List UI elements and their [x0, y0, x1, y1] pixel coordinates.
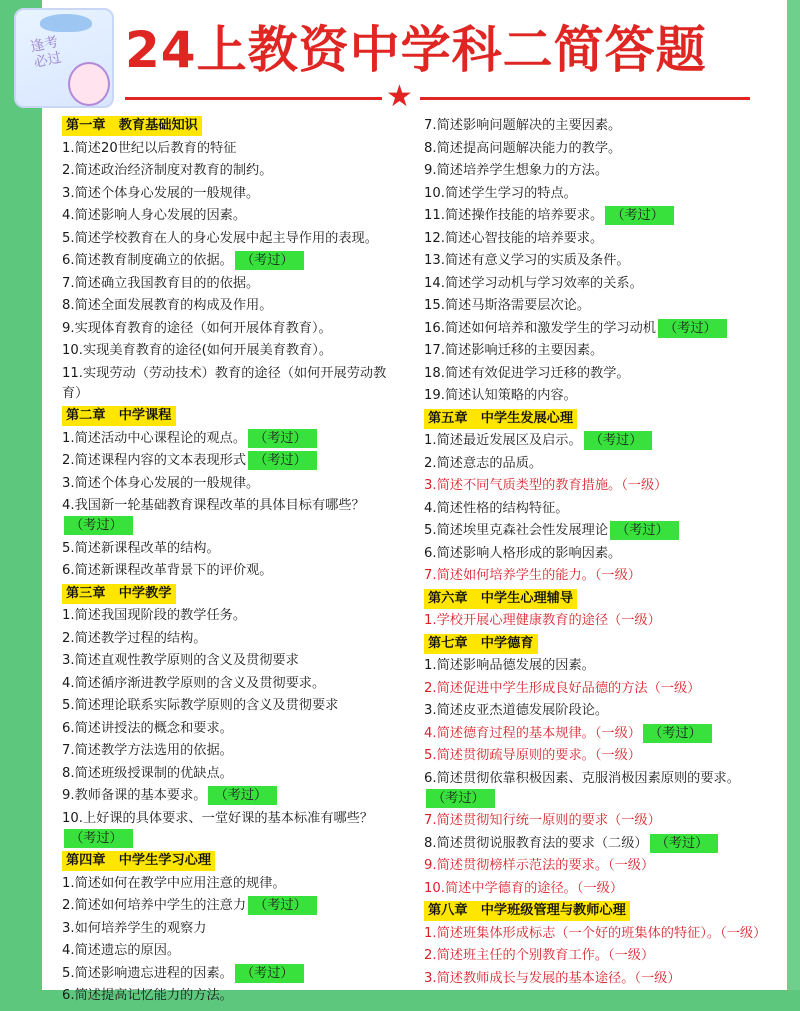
question-text: 5.简述贯彻疏导原则的要求。	[424, 748, 595, 763]
level-note: （一级）	[621, 478, 668, 493]
level-note: （一级）	[647, 680, 701, 696]
tested-badge: （考过）	[208, 786, 277, 805]
question-text: 3.简述皮亚杰道德发展阶段论。	[424, 703, 609, 718]
question-text: 1.简述活动中心课程论的观点。	[62, 430, 247, 446]
tested-badge: （考过）	[605, 206, 674, 225]
question-text: 4.简述遗忘的原因。	[62, 943, 181, 958]
question-item	[62, 296, 402, 316]
tested-badge: （考过）	[658, 319, 727, 338]
level-note: （一级）	[608, 948, 655, 963]
question-text: 6.简述影响人格形成的影响因素。	[424, 545, 622, 561]
question-text: 1.学校开展心理健康教育的途径	[424, 613, 609, 628]
cartoon-girl-icon	[68, 62, 110, 106]
question-item	[424, 701, 769, 721]
question-item	[424, 656, 769, 676]
question-item	[424, 206, 769, 226]
question-text: 10.上好课的具体要求、一堂好课的基本标准有哪些？	[62, 810, 374, 826]
title-divider-left	[125, 97, 382, 100]
question-item	[424, 946, 769, 966]
question-item	[62, 319, 402, 339]
question-text: 10.实现美育教育的途径(如何开展美育教育）。	[62, 343, 333, 358]
question-text: 11.简述操作技能的培养要求。	[424, 208, 604, 223]
question-item	[62, 964, 402, 984]
question-item	[62, 606, 402, 626]
question-item	[62, 764, 402, 784]
question-item	[62, 251, 402, 271]
question-text: 16.简述如何培养和激发学生的学习动机	[424, 320, 656, 336]
question-item	[424, 116, 769, 136]
question-text: 9.简述培养学生想象力的方法。	[424, 163, 609, 178]
question-item	[424, 499, 769, 519]
question-text: 10.简述学生学习的特点。	[424, 185, 577, 201]
star-icon: ★	[386, 79, 413, 114]
question-item	[424, 679, 769, 699]
question-text: 6.简述贯彻依靠积极因素、克服消极因素原则的要求。	[424, 770, 740, 786]
question-item	[424, 454, 769, 474]
question-text: 1.简述影响品德发展的因素。	[424, 658, 595, 673]
question-item	[62, 451, 402, 471]
level-note: （一级）	[594, 748, 641, 763]
question-text: 1.简述班集体形成标志（一个好的班集体的特征）。	[424, 925, 721, 941]
question-item	[424, 139, 769, 159]
question-item	[62, 674, 402, 694]
chapter-heading: 第三章 中学教学	[62, 584, 176, 604]
question-text: 3.简述教师成长与发展的基本途径。	[424, 970, 635, 986]
question-text: 5.简述理论联系实际教学原则的含义及贯彻要求	[62, 698, 339, 713]
question-item	[62, 741, 402, 761]
question-item	[424, 746, 769, 766]
question-text: 4.简述德育过程的基本规律。	[424, 725, 595, 741]
question-list-left	[62, 116, 402, 1006]
chapter-heading: 第五章 中学生发展心理	[424, 409, 577, 429]
question-text: 7.简述贯彻知行统一原则的要求	[424, 813, 609, 828]
chapter-heading: 第二章 中学课程	[62, 406, 176, 426]
question-item	[62, 941, 402, 961]
question-text: 7.简述影响问题解决的主要因素。	[424, 118, 622, 133]
question-item	[62, 719, 402, 739]
question-text: 5.简述新课程改革的结构。	[62, 540, 220, 556]
question-text: 6.简述教育制度确立的依据。	[62, 253, 233, 268]
question-item	[62, 896, 402, 916]
question-item	[424, 229, 769, 249]
question-text: 9.简述贯彻榜样示范法的要求。	[424, 858, 609, 873]
question-item	[62, 809, 402, 849]
chapter-heading: 第六章 中学生心理辅导	[424, 589, 577, 609]
tested-badge: （考过）	[643, 724, 712, 743]
level-note: （一级）	[608, 858, 655, 873]
question-text: 3.简述直观性教学原则的含义及贯彻要求	[62, 653, 299, 668]
question-text: 11.实现劳动（劳动技术）教育的途径（如何开展劳动教育）	[62, 365, 387, 401]
question-item	[424, 364, 769, 384]
question-text: 7.简述确立我国教育目的的依据。	[62, 275, 260, 291]
logo-badge	[14, 8, 114, 108]
question-item	[62, 919, 402, 939]
level-note: （一级）	[720, 925, 767, 941]
question-item	[62, 139, 402, 159]
chapter-heading: 第八章 中学班级管理与教师心理	[424, 901, 630, 921]
level-note: （一级）	[608, 613, 661, 628]
tested-badge: （考过）	[426, 789, 495, 808]
question-text: 12.简述心智技能的培养要求。	[424, 230, 604, 246]
tested-badge: （考过）	[64, 829, 133, 848]
page-title: 24上教资中学科二简答题	[125, 21, 707, 79]
level-note: （一级）	[608, 813, 661, 828]
level-note: （一级）	[594, 725, 641, 741]
question-text: 6.简述讲授法的概念和要求。	[62, 720, 233, 736]
question-item	[424, 251, 769, 271]
question-item	[62, 474, 402, 494]
level-note: （一级）	[576, 880, 624, 896]
question-text: 10.简述中学德育的途径。	[424, 880, 577, 896]
question-text: 2.简述班主任的个别教育工作。	[424, 948, 609, 963]
question-item	[424, 856, 769, 876]
question-text: 2.简述如何培养中学生的注意力	[62, 898, 247, 913]
logo-seal-text: 逢考必过	[29, 34, 64, 72]
question-text: 2.简述教学过程的结构。	[62, 630, 207, 646]
question-text: 9.实现体育教育的途径（如何开展体育教育）。	[62, 320, 332, 336]
question-text: 6.简述新课程改革背景下的评价观。	[62, 563, 273, 578]
question-item	[62, 341, 402, 361]
question-item	[424, 924, 769, 944]
question-item	[62, 651, 402, 671]
left-column	[62, 116, 402, 1009]
question-text: 8.简述贯彻说服教育法的要求（二级）	[424, 835, 648, 851]
question-text: 7.简述如何培养学生的能力。	[424, 568, 595, 583]
question-item	[62, 364, 402, 404]
question-text: 8.简述全面发展教育的构成及作用。	[62, 298, 273, 313]
question-item	[424, 386, 769, 406]
question-item	[424, 879, 769, 899]
question-text: 6.简述提高记忆能力的方法。	[62, 988, 233, 1003]
question-item	[424, 769, 769, 809]
question-text: 2.简述意志的品质。	[424, 455, 543, 471]
tested-badge: （考过）	[584, 431, 653, 450]
question-text: 1.简述我国现阶段的教学任务。	[62, 608, 247, 623]
chapter-heading: 第一章 教育基础知识	[62, 116, 202, 136]
question-text: 8.简述提高问题解决能力的教学。	[424, 140, 622, 156]
question-text: 1.简述20世纪以后教育的特征	[62, 140, 237, 156]
question-item	[424, 969, 769, 989]
question-text: 7.简述教学方法选用的依据。	[62, 743, 233, 758]
question-text: 1.简述如何在教学中应用注意的规律。	[62, 875, 286, 891]
question-item	[424, 319, 769, 339]
question-item	[62, 986, 402, 1006]
tested-badge: （考过）	[248, 896, 317, 915]
question-item	[62, 161, 402, 181]
tested-badge: （考过）	[610, 521, 679, 540]
question-item	[424, 811, 769, 831]
question-text: 2.简述促进中学生形成良好品德的方法	[424, 680, 648, 696]
level-note: （一级）	[634, 970, 681, 986]
question-item	[424, 521, 769, 541]
tested-badge: （考过）	[235, 251, 304, 270]
question-text: 1.简述最近发展区及启示。	[424, 433, 582, 448]
bow-icon	[40, 14, 92, 32]
question-item	[424, 834, 769, 854]
question-item	[424, 544, 769, 564]
question-text: 19.简述认知策略的内容。	[424, 388, 577, 403]
question-text: 2.简述课程内容的文本表现形式	[62, 453, 247, 468]
question-text: 17.简述影响迁移的主要因素。	[424, 343, 604, 358]
question-text: 14.简述学习动机与学习效率的关系。	[424, 275, 643, 291]
question-text: 13.简述有意义学习的实质及条件。	[424, 253, 630, 268]
question-text: 5.简述埃里克森社会性发展理论	[424, 523, 609, 538]
question-item	[424, 724, 769, 744]
question-text: 8.简述班级授课制的优缺点。	[62, 765, 233, 781]
question-item	[62, 184, 402, 204]
tested-badge: （考过）	[235, 964, 304, 983]
tested-badge: （考过）	[248, 451, 317, 470]
chapter-heading: 第四章 中学生学习心理	[62, 851, 215, 871]
question-item	[424, 431, 769, 451]
question-item	[424, 184, 769, 204]
tested-badge: （考过）	[248, 429, 317, 448]
question-text: 2.简述政治经济制度对教育的制约。	[62, 163, 273, 178]
question-item	[62, 786, 402, 806]
question-text: 5.简述影响遗忘进程的因素。	[62, 965, 233, 981]
question-item	[424, 341, 769, 361]
question-text: 9.教师备课的基本要求。	[62, 788, 207, 803]
level-note: （一级）	[594, 568, 641, 583]
question-item	[62, 229, 402, 249]
question-text: 18.简述有效促进学习迁移的教学。	[424, 365, 630, 381]
question-text: 4.我国新一轮基础教育课程改革的具体目标有哪些？	[62, 498, 365, 513]
question-item	[424, 274, 769, 294]
question-item	[424, 161, 769, 181]
question-item	[62, 539, 402, 559]
tested-badge: （考过）	[64, 516, 133, 535]
question-item	[62, 206, 402, 226]
question-item	[424, 476, 769, 496]
question-list-right	[424, 116, 769, 989]
title-divider-right	[420, 97, 750, 100]
question-item	[424, 611, 769, 631]
question-item	[424, 296, 769, 316]
question-text: 4.简述性格的结构特征。	[424, 500, 569, 516]
tested-badge: （考过）	[650, 834, 719, 853]
question-item	[62, 496, 402, 536]
question-text: 3.如何培养学生的观察力	[62, 920, 207, 936]
question-item	[62, 874, 402, 894]
question-item	[424, 566, 769, 586]
question-item	[62, 696, 402, 716]
page-border-left	[0, 0, 42, 1011]
question-text: 3.简述个体身心发展的一般规律。	[62, 475, 260, 491]
right-column	[424, 116, 769, 991]
question-text: 3.简述不同气质类型的教育措施。	[424, 478, 622, 493]
chapter-heading: 第七章 中学德育	[424, 634, 538, 654]
question-item	[62, 561, 402, 581]
question-text: 4.简述循序渐进教学原则的含义及贯彻要求。	[62, 675, 326, 691]
question-text: 5.简述学校教育在人的身心发展中起主导作用的表现。	[62, 230, 378, 246]
question-item	[62, 429, 402, 449]
question-text: 3.简述个体身心发展的一般规律。	[62, 185, 260, 201]
question-text: 4.简述影响人身心发展的因素。	[62, 208, 247, 223]
question-text: 15.简述马斯洛需要层次论。	[424, 298, 591, 313]
question-item	[62, 629, 402, 649]
question-item	[62, 274, 402, 294]
